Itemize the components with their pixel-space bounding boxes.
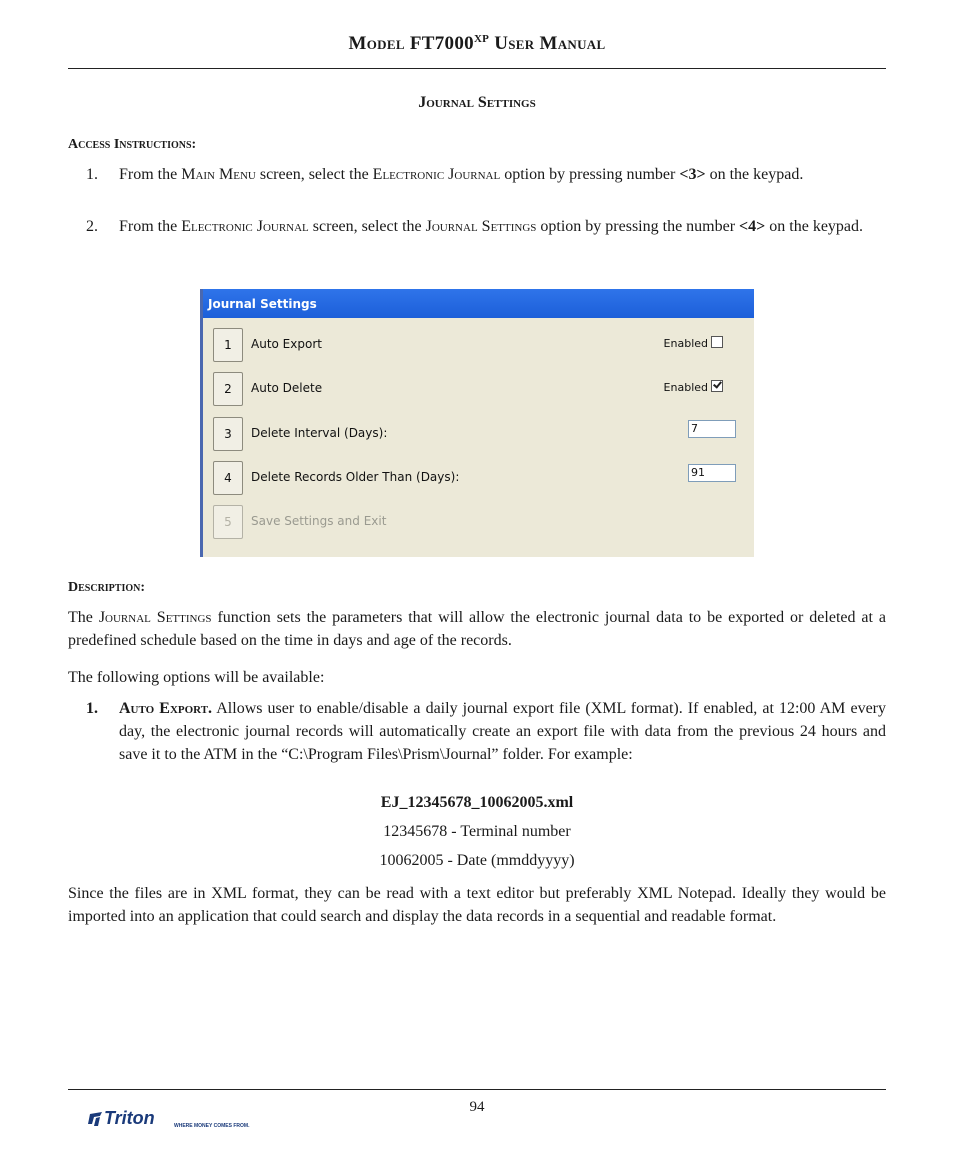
header-model: FT7000 <box>409 33 474 54</box>
footer-rule <box>68 1089 886 1090</box>
option-label: Auto Delete <box>251 381 323 395</box>
option-button-4[interactable]: 4 <box>213 461 243 495</box>
option-button-1[interactable]: 1 <box>213 328 243 362</box>
enabled-label: Enabled <box>663 381 708 394</box>
journal-settings-window <box>200 289 754 557</box>
description-paragraph-1 <box>68 606 886 652</box>
page-header <box>0 33 954 55</box>
header-title-post: User Manual <box>489 33 606 54</box>
step-text: From the <box>119 166 182 183</box>
option-row-delete-interval[interactable] <box>213 417 743 451</box>
header-rule <box>68 68 886 69</box>
function-name: Journal Settings <box>98 609 212 626</box>
enabled-toggle[interactable] <box>664 380 723 394</box>
access-step-2 <box>68 216 886 238</box>
triton-logo <box>88 1108 288 1130</box>
delete-older-field[interactable]: 91 <box>688 464 736 482</box>
option-row-delete-older[interactable] <box>213 461 743 495</box>
option-item-auto-export <box>68 697 886 766</box>
paragraph-text: The <box>68 609 99 626</box>
triton-logo-icon <box>88 1108 288 1130</box>
delete-interval-field[interactable]: 7 <box>688 420 736 438</box>
step-text: screen, select the <box>255 166 373 183</box>
access-step-1 <box>68 164 886 186</box>
option-label: Delete Records Older Than (Days): <box>251 470 460 484</box>
option-label: Auto Export <box>251 337 322 351</box>
header-title-pre: Model <box>348 33 410 54</box>
item-heading: Auto Export. <box>119 700 213 717</box>
example-terminal-line: 12345678 - Terminal number <box>383 823 571 840</box>
option-button-3[interactable]: 3 <box>213 417 243 451</box>
enabled-label: Enabled <box>663 337 708 350</box>
option-label: Delete Interval (Days): <box>251 426 388 440</box>
description-heading: Description: <box>68 580 146 595</box>
window-title: Journal Settings <box>203 289 754 318</box>
auto-delete-checkbox[interactable] <box>711 380 723 392</box>
header-superscript: XP <box>473 33 490 45</box>
example-date-line: 10062005 - Date (mmddyyyy) <box>379 852 575 869</box>
option-label: Save Settings and Exit <box>251 514 387 528</box>
step-text: screen, select the <box>308 218 426 235</box>
step-number: 1. <box>86 166 98 183</box>
step-key: <3> <box>679 166 706 183</box>
logo-wordmark: Triton <box>104 1108 155 1128</box>
step-key: <4> <box>739 218 766 235</box>
paragraph-text: function sets the parameters that will allow the electronic journal data to be exported or deleted at a predefined schedule based on the time in days and age of the records. <box>68 609 886 649</box>
option-row-auto-delete[interactable] <box>213 372 743 406</box>
step-number: 2. <box>86 218 98 235</box>
step-menu-name: Main Menu <box>181 166 256 183</box>
auto-export-checkbox[interactable] <box>711 336 723 348</box>
step-menu-name: Electronic Journal <box>181 218 309 235</box>
step-text: on the keypad. <box>705 166 804 183</box>
step-text: From the <box>119 218 182 235</box>
step-menu-name: Electronic Journal <box>372 166 501 183</box>
enabled-toggle[interactable] <box>664 336 723 350</box>
access-heading: Access Instructions: <box>68 137 197 152</box>
description-paragraph-2: The following options will be available: <box>68 669 325 686</box>
checkmark-icon <box>713 379 722 388</box>
option-button-5[interactable]: 5 <box>213 505 243 539</box>
option-button-2[interactable]: 2 <box>213 372 243 406</box>
step-text: option by pressing the number <box>536 218 740 235</box>
step-text: on the keypad. <box>765 218 864 235</box>
step-text: option by pressing number <box>500 166 680 183</box>
option-row-save-exit[interactable] <box>213 505 743 539</box>
example-filename: EJ_12345678_10062005.xml <box>380 794 574 811</box>
page-number: 94 <box>469 1099 485 1115</box>
description-paragraph-3: Since the files are in XML format, they can be read with a text editor but preferably XML Notepad. Ideally they would be imported into an application that could search and display the data records in a sequential and readable format. <box>68 885 886 925</box>
step-menu-name: Journal Settings <box>425 218 537 235</box>
logo-tagline: WHERE MONEY COMES FROM. <box>174 1123 250 1129</box>
section-title: Journal Settings <box>418 94 536 111</box>
item-number: 1. <box>86 700 98 717</box>
option-row-auto-export[interactable] <box>213 328 743 362</box>
item-text: Allows user to enable/disable a daily journal export file (XML format). If enabled, at 12:00 AM every day, the electronic journal records will automatically create an export file with data from the previous 24 hours and save it to the ATM in the “C:\Program Files\Prism\Journal” folder. For example: <box>119 700 886 763</box>
